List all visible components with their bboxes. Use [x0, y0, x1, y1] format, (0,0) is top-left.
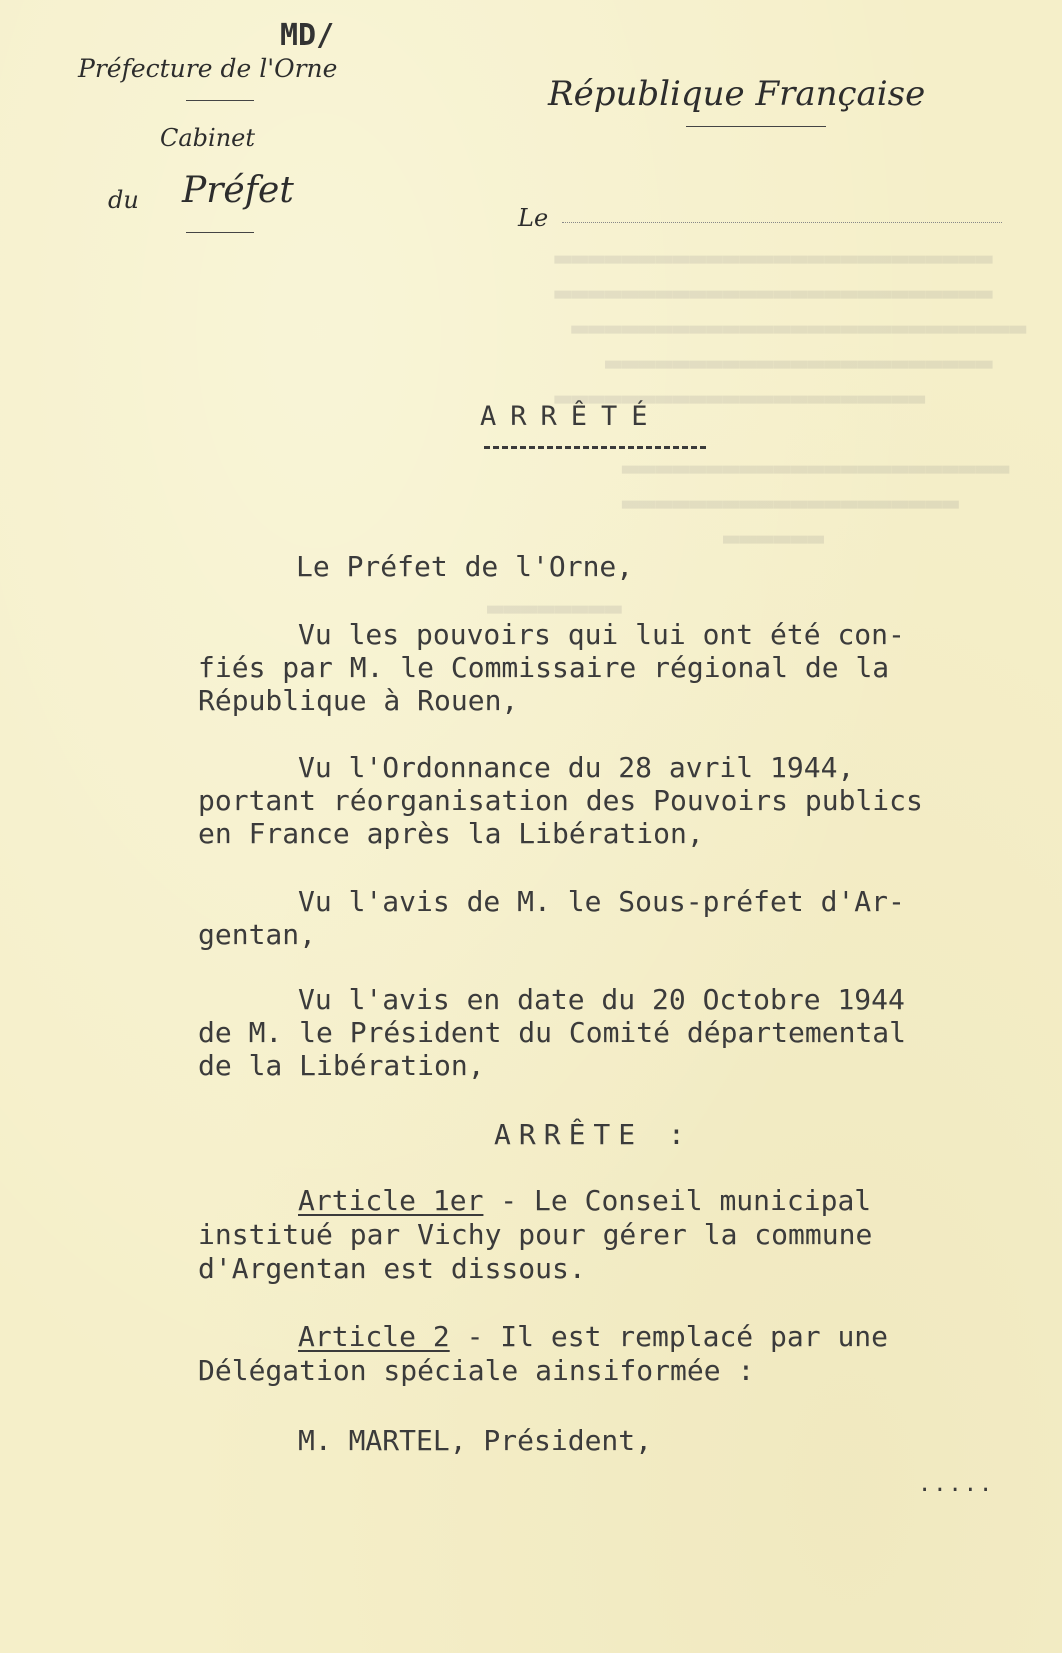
text-line: fiés par M. le Commissaire régional de la — [198, 651, 890, 684]
text-line: de la Libération, — [198, 1049, 485, 1082]
text-line: Vu l'Ordonnance du 28 avril 1944, — [298, 751, 855, 784]
prefet-heading: Préfet — [182, 170, 294, 211]
member-line: M. MARTEL, Président, — [298, 1424, 653, 1457]
text-line: Délégation spéciale ainsiformée : — [198, 1354, 755, 1387]
date-dotted-line — [562, 222, 1002, 223]
text-line: Vu les pouvoirs qui lui ont été con- — [298, 618, 905, 651]
prefecture-rule — [186, 100, 254, 101]
text-line: de M. le Président du Comité départemental — [198, 1016, 907, 1049]
du-label: du — [108, 186, 139, 214]
text-line: en France après la Libération, — [198, 817, 704, 850]
decision-heading: ARRÊTE : — [494, 1118, 693, 1151]
continuation-dots: ..... — [918, 1472, 995, 1497]
republique-heading: République Française — [548, 74, 926, 114]
prefet-rule — [186, 232, 254, 233]
intro-line: Le Préfet de l'Orne, — [296, 550, 634, 583]
text-line: - Il est remplacé par une — [449, 1320, 889, 1353]
reference-initials: MD/ — [280, 18, 335, 53]
text-line: Vu l'avis de M. le Sous-préfet d'Ar- — [298, 885, 905, 918]
republique-rule — [686, 126, 826, 127]
text-line: gentan, — [198, 918, 317, 951]
article-2-label: Article 2 — [298, 1320, 450, 1353]
article-1-line-1 — [298, 1184, 871, 1217]
cabinet-heading: Cabinet — [160, 124, 256, 152]
article-2-line-1 — [298, 1320, 888, 1353]
title-underline — [484, 446, 706, 449]
document-title: ARRÊTÉ — [480, 401, 662, 432]
date-label: Le — [518, 204, 549, 232]
text-line: portant réorganisation des Pouvoirs publics — [198, 784, 923, 817]
text-line: institué par Vichy pour gérer la commune — [198, 1218, 873, 1251]
text-line: d'Argentan est dissous. — [198, 1252, 586, 1285]
text-line: Vu l'avis en date du 20 Octobre 1944 — [298, 983, 905, 1016]
prefecture-heading: Préfecture de l'Orne — [78, 54, 338, 83]
article-1-label: Article 1er — [298, 1184, 484, 1217]
text-line: - Le Conseil municipal — [483, 1184, 872, 1217]
bleed-through-decoration: ▬▬▬▬▬▬▬▬▬▬▬▬▬▬▬▬▬▬▬▬▬▬▬▬▬▬ ▬▬▬▬▬▬▬▬▬▬▬▬▬▬▬▬▬▬▬▬▬▬▬▬▬▬ ▬▬▬▬▬▬▬▬▬▬▬▬▬▬▬▬▬▬▬▬▬▬▬▬▬▬▬ ▬▬▬▬▬▬▬▬▬▬▬▬▬▬▬▬▬▬▬▬▬▬▬ ▬▬▬▬▬▬▬▬▬▬▬▬▬▬▬▬▬▬▬▬▬▬ ▬▬▬▬▬▬▬▬▬▬▬▬▬▬▬▬▬▬▬▬▬▬▬ ▬▬▬▬▬▬▬▬▬▬▬▬▬▬▬▬▬▬▬▬ ▬▬▬▬▬▬ ▬▬▬▬▬▬▬▬ — [486, 241, 1027, 624]
text-line: République à Rouen, — [198, 684, 519, 717]
